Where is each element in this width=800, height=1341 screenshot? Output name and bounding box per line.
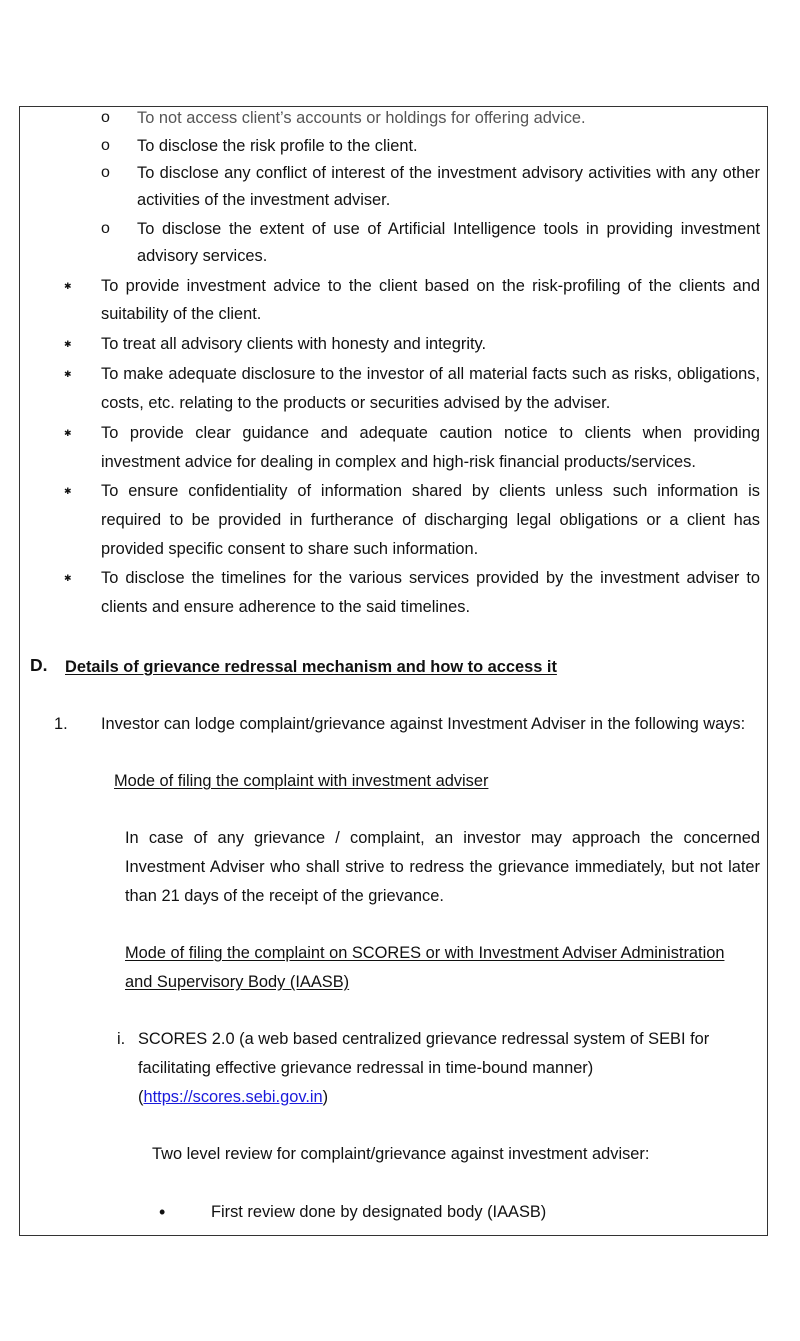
section-letter: D.: [30, 655, 48, 675]
scores-number: i.: [117, 1030, 126, 1048]
scores-link[interactable]: https://scores.sebi.gov.in: [143, 1088, 323, 1106]
sub-item-1-line-1: To not access client’s accounts or holdings for offering advice.: [137, 109, 586, 127]
sub-marker: o: [101, 164, 110, 181]
mode1-line-1: In case of any grievance / complaint, an investor may approach the concerned: [125, 829, 760, 847]
bullet-marker: ✱: [64, 369, 72, 379]
bullet-3-line-2: costs, etc. relating to the products or securities advised by the adviser.: [101, 394, 611, 412]
scores-link-line: [138, 1087, 328, 1107]
bullet-marker: ✱: [64, 281, 72, 291]
mode1-heading: Mode of filing the complaint with investment adviser: [114, 772, 489, 790]
bullet-marker: ✱: [64, 339, 72, 349]
bullet-1-line-2: suitability of the client.: [101, 305, 262, 323]
sub-item-3-line-2: activities of the investment adviser.: [137, 191, 391, 209]
scores-line-2: facilitating effective grievance redressal in time-bound manner): [138, 1059, 594, 1077]
bullet-marker: ✱: [64, 486, 72, 496]
mode1-line-3: than 21 days of the receipt of the grievance.: [125, 887, 444, 905]
item-number: 1.: [54, 715, 68, 733]
bullet-marker: ✱: [64, 428, 72, 438]
sub-item-2-line-1: To disclose the risk profile to the client.: [137, 137, 418, 155]
paren-close: ): [322, 1088, 329, 1106]
sub-item-4-line-1: To disclose the extent of use of Artificial Intelligence tools in providing investment: [137, 220, 760, 238]
bullet-2-line-1: To treat all advisory clients with honesty and integrity.: [101, 335, 487, 353]
sub-marker: o: [101, 109, 110, 126]
mode1-line-2: Investment Adviser who shall strive to redress the grievance immediately, but not later: [125, 858, 760, 876]
bullet-5-line-2: required to be provided in furtherance of discharging legal obligations or a client has: [101, 511, 760, 529]
scores-line-1: SCORES 2.0 (a web based centralized grievance redressal system of SEBI for: [138, 1030, 710, 1048]
bullet-5-line-3: provided specific consent to share such information.: [101, 540, 479, 558]
bullet-4-line-1: To provide clear guidance and adequate caution notice to clients when providing: [101, 424, 760, 442]
sub-item-4-line-2: advisory services.: [137, 247, 268, 265]
mode2-heading-line-2: and Supervisory Body (IAASB): [125, 973, 350, 991]
bullet-5-line-1: To ensure confidentiality of information shared by clients unless such information is: [101, 482, 760, 500]
dot-marker: •: [159, 1202, 166, 1222]
bullet-1-line-1: To provide investment advice to the client based on the risk-profiling of the clients and: [101, 277, 760, 295]
paren-open: (: [138, 1088, 144, 1106]
sub-item-3-line-1: To disclose any conflict of interest of the investment advisory activities with any other: [137, 164, 760, 182]
bullet-4-line-2: investment advice for dealing in complex and high-risk financial products/services.: [101, 453, 696, 471]
bullet-marker: ✱: [64, 573, 72, 583]
bullet-6-line-1: To disclose the timelines for the various services provided by the investment adviser to: [101, 569, 760, 587]
review-heading: Two level review for complaint/grievance against investment adviser:: [152, 1145, 650, 1163]
sub-marker: o: [101, 220, 110, 237]
sub-marker: o: [101, 137, 110, 154]
mode2-heading-line-1: Mode of filing the complaint on SCORES or with Investment Adviser Administration: [125, 944, 725, 962]
review-first: First review done by designated body (IAASB): [211, 1203, 547, 1221]
item-text: Investor can lodge complaint/grievance against Investment Adviser in the following ways:: [101, 715, 746, 733]
bullet-3-line-1: To make adequate disclosure to the investor of all material facts such as risks, obligations,: [101, 365, 760, 383]
section-heading: Details of grievance redressal mechanism and how to access it: [65, 658, 557, 676]
bullet-6-line-2: clients and ensure adherence to the said timelines.: [101, 598, 471, 616]
